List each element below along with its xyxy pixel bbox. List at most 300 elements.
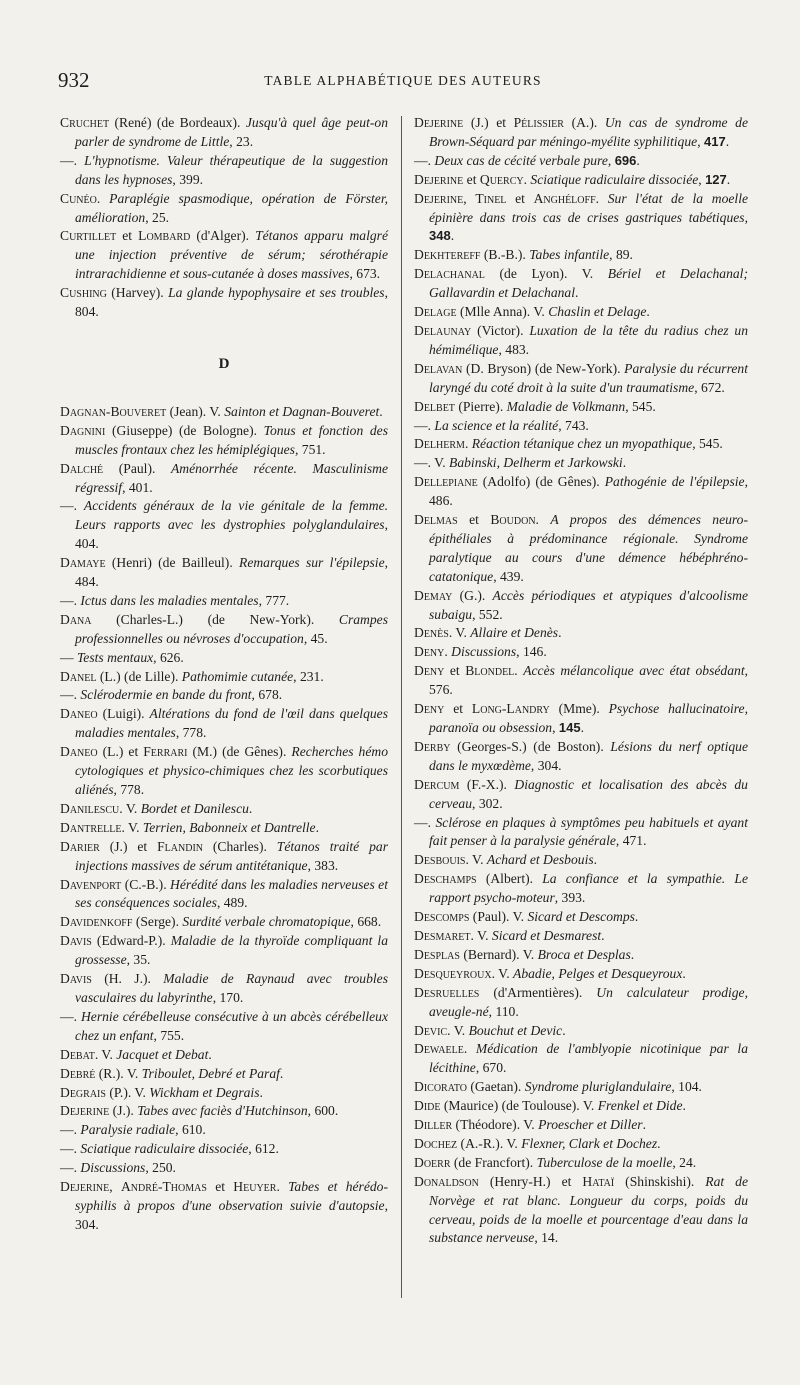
entry-text: .	[379, 403, 383, 419]
entry-text: , 14.	[534, 1230, 559, 1246]
section-letter: D	[218, 355, 230, 372]
index-entry	[414, 851, 748, 870]
entry-text: —.	[60, 498, 84, 514]
index-entry	[414, 814, 748, 852]
entry-text: —.	[60, 1160, 81, 1176]
index-entry	[414, 984, 748, 1022]
entry-text: .	[634, 909, 639, 925]
entry-text: , 668.	[350, 914, 382, 930]
entry-text: , 600.	[307, 1103, 339, 1119]
entry-title: Réaction tétanique chez un myopathique	[471, 436, 693, 452]
index-entry	[60, 422, 388, 460]
entry-title: Diagnostic et localisation des abcès du cerveau	[429, 776, 748, 811]
index-entry	[414, 1135, 748, 1154]
entry-author: Delage	[414, 304, 457, 320]
entry-text: . V.	[94, 1046, 117, 1062]
index-entry	[414, 738, 748, 776]
entry-text: , 778.	[175, 725, 207, 741]
entry-text: , 304.	[75, 1197, 388, 1232]
index-entry	[414, 171, 748, 190]
entry-text: .	[682, 965, 686, 981]
entry-text: (Bernard). V.	[459, 946, 538, 962]
entry-text: . V.	[448, 625, 471, 641]
entry-text: (René) (de Bordeaux).	[109, 115, 246, 130]
entry-text: , 484.	[75, 555, 389, 590]
entry-title: Abadie, Pelges et Desqueyroux	[513, 965, 683, 981]
entry-author: Dejerine	[414, 115, 464, 130]
entry-title: Paraplégie spasmodique, opération de Förster, amélioration	[75, 190, 389, 225]
entry-text: (Mlle Anna). V.	[456, 304, 549, 320]
index-entry	[60, 970, 388, 1008]
index-entry	[414, 190, 748, 247]
entry-author: Dejerine	[414, 190, 464, 206]
entry-text: , 439.	[493, 568, 524, 584]
entry-text: , 404.	[75, 517, 388, 552]
entry-text: (Henri) (de Bailleul).	[105, 555, 240, 571]
index-entry	[414, 303, 748, 322]
index-entry	[414, 1154, 748, 1173]
index-entry	[60, 284, 388, 322]
entry-author: Heuyer	[233, 1179, 277, 1195]
entry-text: (Serge).	[132, 914, 183, 930]
entry-text: (A.-R.). V.	[457, 1135, 522, 1151]
entry-text: (Giuseppe) (de Bologne).	[105, 422, 264, 438]
entry-text: —.	[60, 152, 85, 168]
entry-text: , 401.	[122, 479, 153, 495]
entry-text: .	[463, 1041, 476, 1057]
entry-text: —.	[60, 1141, 81, 1157]
entry-author: Delachanal	[414, 266, 485, 282]
entry-author: Lombard	[138, 228, 191, 244]
running-title: TABLE ALPHABÉTIQUE DES AUTEURS	[264, 73, 542, 88]
entry-text: .	[682, 1098, 686, 1114]
entry-title: Ictus dans les maladies mentales	[80, 592, 259, 608]
entry-title: Maladie de Raynaud avec troubles vasculaires du labyrinthe	[75, 971, 388, 1005]
entry-author: Boudon	[490, 512, 536, 528]
entry-author: Damaye	[60, 555, 106, 571]
index-entry	[60, 649, 388, 668]
entry-text: (A.).	[563, 115, 605, 130]
entry-text: .	[636, 152, 640, 168]
entry-text: (Adolfo) (de Gênes).	[477, 474, 605, 490]
entry-author: Doerr	[414, 1154, 451, 1170]
entry-text: , 612.	[248, 1141, 279, 1157]
entry-text: , 104.	[671, 1079, 702, 1095]
index-entry	[60, 1084, 388, 1103]
entry-text: , 24.	[672, 1154, 697, 1170]
index-entry	[60, 114, 388, 152]
entry-title: Bordet et Danilescu	[140, 800, 249, 816]
entry-text: (Jean). V.	[166, 403, 225, 419]
entry-author: Demay	[414, 587, 453, 603]
entry-text: . V.	[121, 819, 143, 835]
right-column	[414, 114, 748, 1248]
index-entry	[414, 398, 748, 417]
index-entry	[60, 460, 388, 498]
index-entry	[414, 624, 748, 643]
entry-text: .	[259, 1084, 263, 1100]
index-entry	[60, 800, 388, 819]
entry-author: Deschamps	[414, 871, 477, 887]
entry-title: Tabes et hérédo-syphilis à propos d'une observation suivie d'autopsie	[75, 1179, 388, 1213]
entry-author: Desruelles	[414, 984, 480, 1000]
entry-author: Dochez	[414, 1135, 458, 1151]
index-entry	[60, 1102, 388, 1121]
index-entry	[414, 246, 748, 265]
entry-text: .	[444, 644, 452, 660]
entry-text: (Luigi).	[97, 706, 150, 722]
index-entry	[60, 1065, 388, 1084]
entry-author: Dejerine	[60, 1103, 110, 1119]
entry-title: Bouchut et Devic	[468, 1022, 563, 1038]
entry-text: ,	[744, 209, 748, 225]
entry-author: Davidenkoff	[60, 914, 133, 930]
entry-text: .	[315, 819, 319, 835]
index-entry	[414, 870, 748, 908]
index-entry	[414, 965, 748, 984]
entry-text: , 471.	[615, 833, 647, 849]
entry-title: Allaire et Denès	[470, 625, 559, 641]
entry-text: .	[450, 228, 455, 244]
entry-text: , 89.	[609, 247, 633, 263]
entry-title: La science et la réalité	[434, 417, 559, 433]
entry-author: Descomps	[414, 909, 470, 925]
entry-text: et	[206, 1179, 234, 1195]
entry-author: Delavan	[414, 360, 463, 376]
entry-text: .	[276, 1179, 289, 1195]
entry-text: , 545.	[625, 398, 656, 414]
entry-text: (Charles-L.) (de New-York).	[91, 611, 339, 627]
entry-text: .	[558, 625, 562, 641]
entry-title: Bériel et Delachanal; Gallavardin et Delachanal	[429, 266, 748, 301]
entry-author: Desbouis	[414, 852, 466, 868]
entry-text: (Mme).	[549, 701, 609, 717]
index-entry	[414, 435, 748, 454]
entry-title: Syndrome pluriglandulaire	[524, 1079, 672, 1095]
entry-text: , 399.	[172, 171, 204, 187]
entry-text: (Albert).	[476, 871, 543, 887]
entry-text: .	[595, 190, 608, 206]
entry-author: Deny	[414, 663, 445, 679]
index-entry	[414, 1078, 748, 1097]
entry-text: (Pierre).	[454, 398, 507, 414]
entry-author: Diller	[414, 1117, 453, 1133]
entry-text: .	[535, 512, 551, 528]
index-entry	[60, 743, 388, 800]
entry-title: Tests mentaux	[77, 649, 154, 665]
index-entry	[60, 1140, 388, 1159]
index-entry	[414, 265, 748, 303]
entry-text: (Théodore). V.	[452, 1117, 539, 1133]
entry-text: (de Lyon). V.	[484, 266, 608, 282]
entry-text: , 231.	[293, 668, 324, 684]
page-number: 932	[58, 68, 90, 92]
entry-text: .	[96, 190, 110, 206]
entry-title: Tabes avec faciès d'Hutchinson	[137, 1103, 308, 1119]
entry-text: —. V.	[414, 455, 450, 471]
entry-author: Desplas	[414, 946, 460, 962]
left-column	[60, 114, 388, 1235]
index-entry	[60, 1008, 388, 1046]
entry-title: Jacquet et Debat	[116, 1046, 209, 1062]
entry-title: Tonus et fonction des muscles frontaux chez les hémiplégiques	[75, 422, 389, 457]
index-entry	[414, 927, 748, 946]
entry-author: Ferrari	[143, 744, 188, 760]
index-entry	[414, 776, 748, 814]
entry-text: (B.-B.).	[480, 247, 530, 263]
entry-title: Broca et Desplas	[537, 946, 631, 962]
entry-author: Davenport	[60, 876, 122, 892]
entry-author: Cushing	[60, 285, 107, 301]
index-entry	[60, 705, 388, 743]
entry-title: Sainton et Dagnan-Bouveret	[224, 403, 380, 419]
entry-text: , 383.	[307, 857, 339, 873]
entry-title: Luxation de la tête du radius chez un hémimélique	[429, 322, 748, 357]
entry-title: Sicard et Descomps	[527, 909, 635, 925]
entry-text: (Paul).	[103, 460, 171, 476]
entry-author: Dewaele	[414, 1041, 464, 1057]
entry-title: Triboulet, Debré et Paraf	[141, 1065, 280, 1081]
entry-text: ,	[552, 720, 559, 735]
entry-author: Delbet	[414, 398, 455, 414]
entry-text: (L.) et	[97, 744, 144, 760]
entry-text: (L.) (de Lille).	[96, 668, 182, 684]
entry-title: Accidents généraux de la vie génitale de la femme. Leurs rapports avec les dystrophies polyglandulaires	[75, 498, 388, 533]
entry-text: . V.	[470, 927, 492, 943]
entry-text: , 678.	[251, 687, 283, 703]
index-entry	[60, 668, 388, 687]
entry-text: .	[562, 1022, 566, 1038]
entry-text: (de Francfort).	[450, 1154, 537, 1170]
entry-text: , 302.	[472, 795, 503, 811]
entry-author: Cruchet	[60, 115, 110, 130]
entry-title: Discussions	[80, 1160, 146, 1176]
entry-text: et	[457, 512, 491, 528]
index-entry	[60, 227, 388, 284]
entry-text: (D. Bryson) (de New-York).	[462, 360, 625, 376]
entry-title: Discussions	[451, 644, 517, 660]
entry-author: Dalché	[60, 460, 104, 476]
entry-text: , 110.	[488, 1003, 519, 1019]
entry-text: (C.-B.).	[121, 876, 171, 892]
entry-page-bold: 417	[703, 133, 726, 149]
entry-text: , 743.	[558, 417, 589, 433]
entry-author: Debré	[60, 1065, 96, 1081]
entry-title: L'hypnotisme. Valeur thérapeutique de la suggestion dans les hypnoses	[75, 152, 388, 187]
entry-text: (Shinskishi).	[614, 1173, 706, 1189]
entry-text: (Gaetan).	[466, 1079, 525, 1095]
entry-title: La glande hypophysaire et ses troubles	[168, 285, 385, 301]
entry-text: .	[642, 1117, 646, 1133]
entry-text: .	[657, 1135, 661, 1151]
entry-title: La confiance et la sympathie. Le rapport psycho-moteur	[429, 871, 748, 906]
entry-author: Quercy	[479, 171, 524, 187]
entry-title: Sclérose en plaques à symptômes peu habituels et ayant fait penser à la paralysie générale	[429, 814, 748, 849]
entry-text: .	[630, 946, 635, 962]
entry-title: Aménorrhée récente. Masculinisme régressif	[75, 460, 389, 495]
entry-title: Sciatique radiculaire dissociée	[530, 171, 699, 187]
entry-text: .	[622, 455, 627, 471]
entry-text: . V.	[491, 965, 514, 981]
entry-text: .	[523, 171, 531, 187]
entry-author: Deny	[414, 701, 445, 717]
entry-author: Curtillet	[60, 228, 117, 244]
entry-title: Tuberculose de la moelle	[536, 1154, 673, 1170]
entry-title: Accès mélancolique avec état obsédant	[523, 663, 745, 679]
index-entry	[60, 497, 388, 554]
entry-title: Remarques sur l'épilepsie	[239, 555, 385, 571]
entry-title: Psychose hallucinatoire, paranoïa ou obsession	[429, 701, 748, 735]
entry-text: (Charles).	[203, 838, 277, 854]
entry-author: Danel	[60, 668, 97, 684]
entry-author: Devic	[414, 1022, 448, 1038]
entry-text: ,	[109, 1179, 121, 1195]
entry-author: Dercum	[414, 776, 460, 792]
entry-text: ,	[697, 133, 704, 149]
index-entry	[60, 819, 388, 838]
entry-text: .	[726, 171, 731, 187]
entry-title: Sicard et Desmarest	[491, 927, 602, 943]
entry-title: Altérations du fond de l'œil dans quelques maladies mentales	[75, 706, 388, 741]
entry-title: Terrien, Babonneix et Dantrelle	[142, 819, 316, 835]
entry-title: Flexner, Clark et Dochez	[521, 1135, 658, 1151]
entry-text: et	[463, 171, 480, 187]
entry-title: Pathogénie de l'épilepsie	[604, 474, 745, 490]
entry-author: Denès	[414, 625, 449, 641]
index-entry	[414, 417, 748, 436]
entry-text: , 673.	[349, 266, 381, 282]
entry-author: Darier	[60, 838, 100, 854]
entry-text: ,	[607, 152, 615, 168]
entry-text: . V.	[119, 800, 141, 816]
index-entry	[60, 1159, 388, 1178]
entry-title: Rat de Norvège et rat blanc. Longueur du corps, poids du cerveau, poids de la moelle et pourcentage d'eau dans la substance nerveuse	[429, 1173, 748, 1246]
entry-title: Sur l'état de la moelle épinière dans trois cas de crises gastriques tabétiques	[429, 190, 749, 225]
entry-text: , 170.	[212, 989, 244, 1005]
entry-title: Maladie de Volkmann	[506, 398, 626, 414]
entry-author: Dellepiane	[414, 474, 478, 490]
index-entry	[414, 908, 748, 927]
entry-text: , 45.	[303, 630, 328, 646]
entry-page-bold: 127	[705, 171, 727, 187]
index-entry	[60, 913, 388, 932]
entry-title: Chaslin et Delage	[548, 304, 647, 320]
entry-text: , 23.	[229, 133, 254, 149]
index-entry	[414, 587, 748, 625]
entry-text: —.	[60, 1008, 81, 1024]
entry-title: Proescher et Diller	[538, 1117, 643, 1133]
entry-author: Dicorato	[414, 1079, 467, 1095]
entry-author: Flandin	[157, 838, 203, 854]
entry-author: Davis	[60, 971, 92, 987]
entry-author: André-Thomas	[120, 1179, 207, 1195]
index-entry	[414, 152, 748, 171]
entry-author: Hataï	[582, 1173, 615, 1189]
entry-text: —.	[60, 592, 81, 608]
entry-text: (J.).	[109, 1103, 138, 1119]
entry-text: —.	[60, 1122, 81, 1138]
index-entry	[414, 946, 748, 965]
entry-author: Dide	[414, 1098, 441, 1114]
entry-text: , 777.	[258, 592, 290, 608]
entry-text: , 146.	[516, 644, 547, 660]
index-entry	[60, 838, 388, 876]
entry-author: Debat	[60, 1046, 95, 1062]
entry-title: Achard et Desbouis	[486, 852, 594, 868]
entry-text: (M.) (de Gênes).	[187, 744, 292, 760]
index-entry	[414, 662, 748, 700]
entry-author: Dagnan-Bouveret	[60, 403, 167, 419]
entry-author: Dejerine	[60, 1179, 110, 1195]
index-entry	[414, 1040, 748, 1078]
entry-text: , 576.	[429, 663, 749, 698]
index-entry	[60, 1121, 388, 1140]
entry-author: Anghéloff	[533, 190, 596, 206]
entry-text: , 778.	[113, 782, 145, 797]
entry-text: (F.-X.).	[459, 776, 515, 792]
page-header	[58, 68, 748, 98]
entry-text: (Edward-P.).	[91, 933, 171, 949]
index-entry	[60, 686, 388, 705]
entry-text: —.	[60, 687, 81, 703]
index-entry	[414, 1097, 748, 1116]
entry-title: Crampes professionnelles ou névroses d'occupation	[75, 611, 388, 646]
entry-text: , 486.	[429, 474, 748, 509]
entry-author: Dekhtereff	[414, 247, 481, 263]
entry-text: (Harvey).	[106, 285, 169, 301]
entry-text: .	[593, 852, 598, 868]
entry-text: , 626.	[153, 649, 184, 665]
entry-text: .	[574, 285, 579, 301]
entry-author: Blondel	[465, 663, 515, 679]
entry-title: Maladie de la thyroïde compliquant la grossesse	[75, 933, 388, 968]
index-entry	[60, 932, 388, 970]
entry-title: Lésions du nerf optique dans le myxœdème	[429, 738, 748, 773]
entry-author: Davis	[60, 933, 92, 949]
index-entry	[414, 1173, 748, 1249]
entry-title: Paralysie radiale	[80, 1122, 176, 1138]
entry-title: A propos des démences neuro-épithéliales à prédominance régionale. Syndrome paralytique au cours d'une démence hébéphréno-catatonique	[429, 512, 749, 584]
entry-title: Frenkel et Dide	[597, 1098, 683, 1114]
entry-text: .	[208, 1046, 212, 1062]
index-entry	[414, 322, 748, 360]
entry-author: Delherm	[414, 436, 465, 452]
entry-title: Hernie cérébelleuse consécutive à un abcès cérébelleux chez un enfant	[75, 1008, 388, 1043]
entry-title: Médication de l'amblyopie nicotinique par la lécithine	[429, 1041, 748, 1076]
entry-text: (Henry-H.) et	[478, 1173, 583, 1189]
entry-text: et	[116, 228, 139, 244]
entry-text: , 35.	[126, 952, 151, 968]
index-entry	[60, 554, 388, 592]
entry-title: Deux cas de cécité verbale pure	[434, 152, 608, 168]
index-entry	[60, 1046, 388, 1065]
entry-author: Dagnini	[60, 422, 106, 438]
entry-text: , 489.	[216, 895, 248, 911]
index-entry	[414, 1022, 748, 1041]
entry-author: Long-Landry	[471, 701, 550, 717]
entry-text: (Paul). V.	[469, 909, 528, 925]
entry-title: Babinski, Delherm et Jarkowski	[449, 455, 623, 471]
entry-text: (Maurice) (de Toulouse). V.	[440, 1098, 598, 1114]
entry-text: , 751.	[294, 441, 326, 457]
index-entry	[414, 643, 748, 662]
index-entry	[414, 700, 748, 738]
entry-author: Deny	[414, 644, 445, 660]
entry-title: Surdité verbale chromatopique	[182, 914, 351, 930]
entry-author: Dana	[60, 611, 92, 627]
entry-title: Sclérodermie en bande du front	[80, 687, 252, 703]
entry-title: Paralysie du récurrent laryngé du coté droit à la suite d'un traumatisme	[429, 360, 748, 395]
